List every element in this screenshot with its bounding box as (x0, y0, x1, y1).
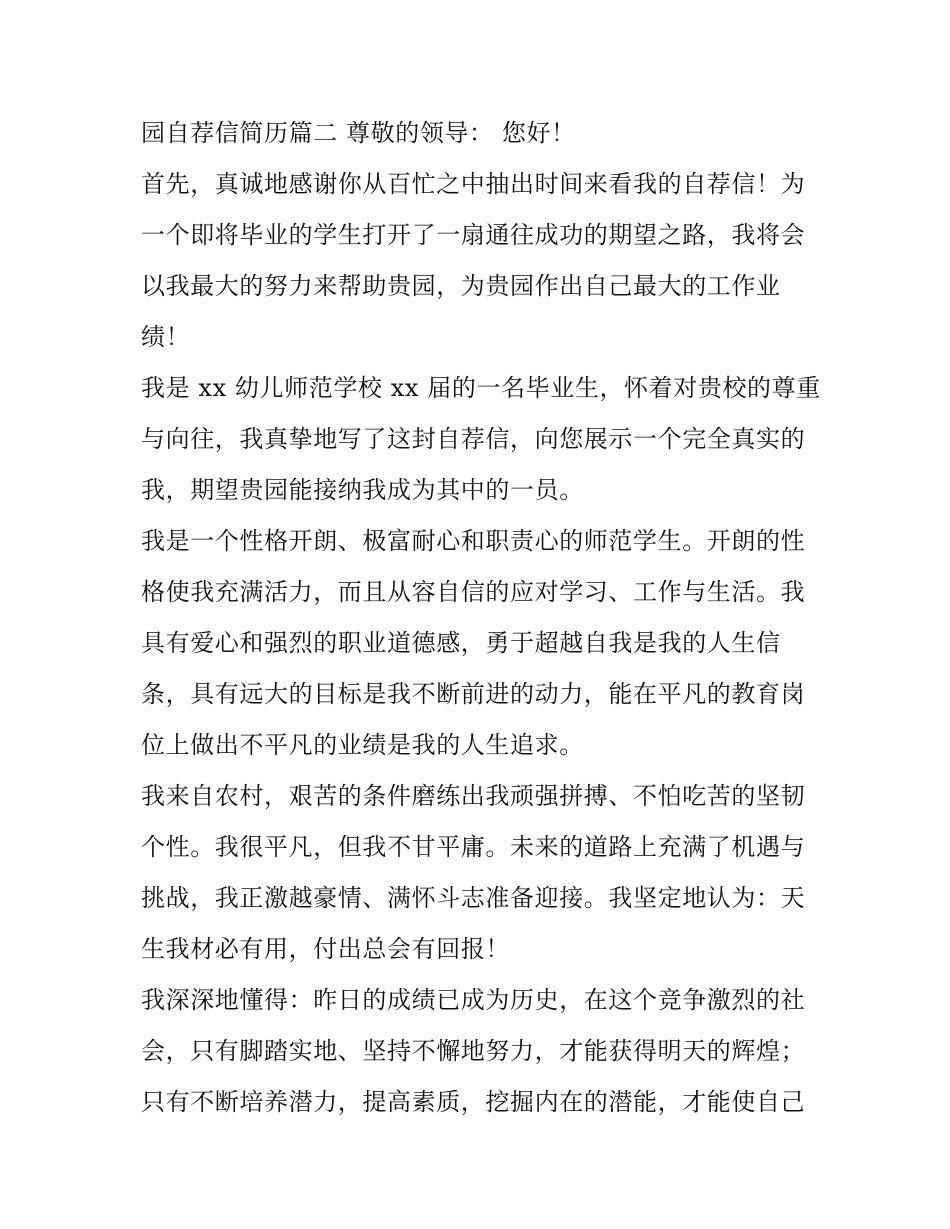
text-line: 园自荐信简历篇二 尊敬的领导： 您好！ (141, 119, 576, 147)
text-line: 只有不断培养潜力，提高素质，挖掘内在的潜能，才能使自己 (141, 1088, 806, 1116)
text-line: 挑战，我正激越豪情、满怀斗志准备迎接。我坚定地认为：天 (141, 884, 806, 912)
text-line: 条，具有远大的目标是我不断前进的动力，能在平凡的教育岗 (141, 680, 806, 708)
text-line: 格使我充满活力，而且从容自信的应对学习、工作与生活。我 (141, 578, 806, 606)
text-line: 位上做出不平凡的业绩是我的人生追求。 (141, 731, 584, 759)
text-line: 具有爱心和强烈的职业道德感，勇于超越自我是我的人生信 (141, 629, 781, 657)
text-line: 会，只有脚踏实地、坚持不懈地努力，才能获得明天的辉煌； (141, 1037, 806, 1065)
text-line: 个性。我很平凡，但我不甘平庸。未来的道路上充满了机遇与 (141, 833, 806, 861)
text-line: 生我材必有用，付出总会有回报！ (141, 935, 510, 963)
text-line: 我深深地懂得：昨日的成绩已成为历史，在这个竞争激烈的社 (141, 986, 806, 1014)
text-line: 我来自农村，艰苦的条件磨练出我顽强拼搏、不怕吃苦的坚韧 (141, 782, 806, 810)
text-line: 我，期望贵园能接纳我成为其中的一员。 (141, 476, 584, 504)
text-line: 与向往，我真挚地写了这封自荐信，向您展示一个完全真实的 (141, 425, 806, 453)
text-line: 以我最大的努力来帮助贵园，为贵园作出自己最大的工作业 (141, 272, 781, 300)
text-line: 我是一个性格开朗、极富耐心和职责心的师范学生。开朗的性 (141, 527, 806, 555)
text-line: 绩！ (141, 323, 191, 351)
document-body (141, 108, 831, 1128)
text-line: 一个即将毕业的学生打开了一扇通往成功的期望之路，我将会 (141, 221, 806, 249)
text-line: 首先，真诚地感谢你从百忙之中抽出时间来看我的自荐信！为 (141, 170, 806, 198)
text-line: 我是 xx 幼儿师范学校 xx 届的一名毕业生，怀着对贵校的尊重 (141, 374, 821, 402)
